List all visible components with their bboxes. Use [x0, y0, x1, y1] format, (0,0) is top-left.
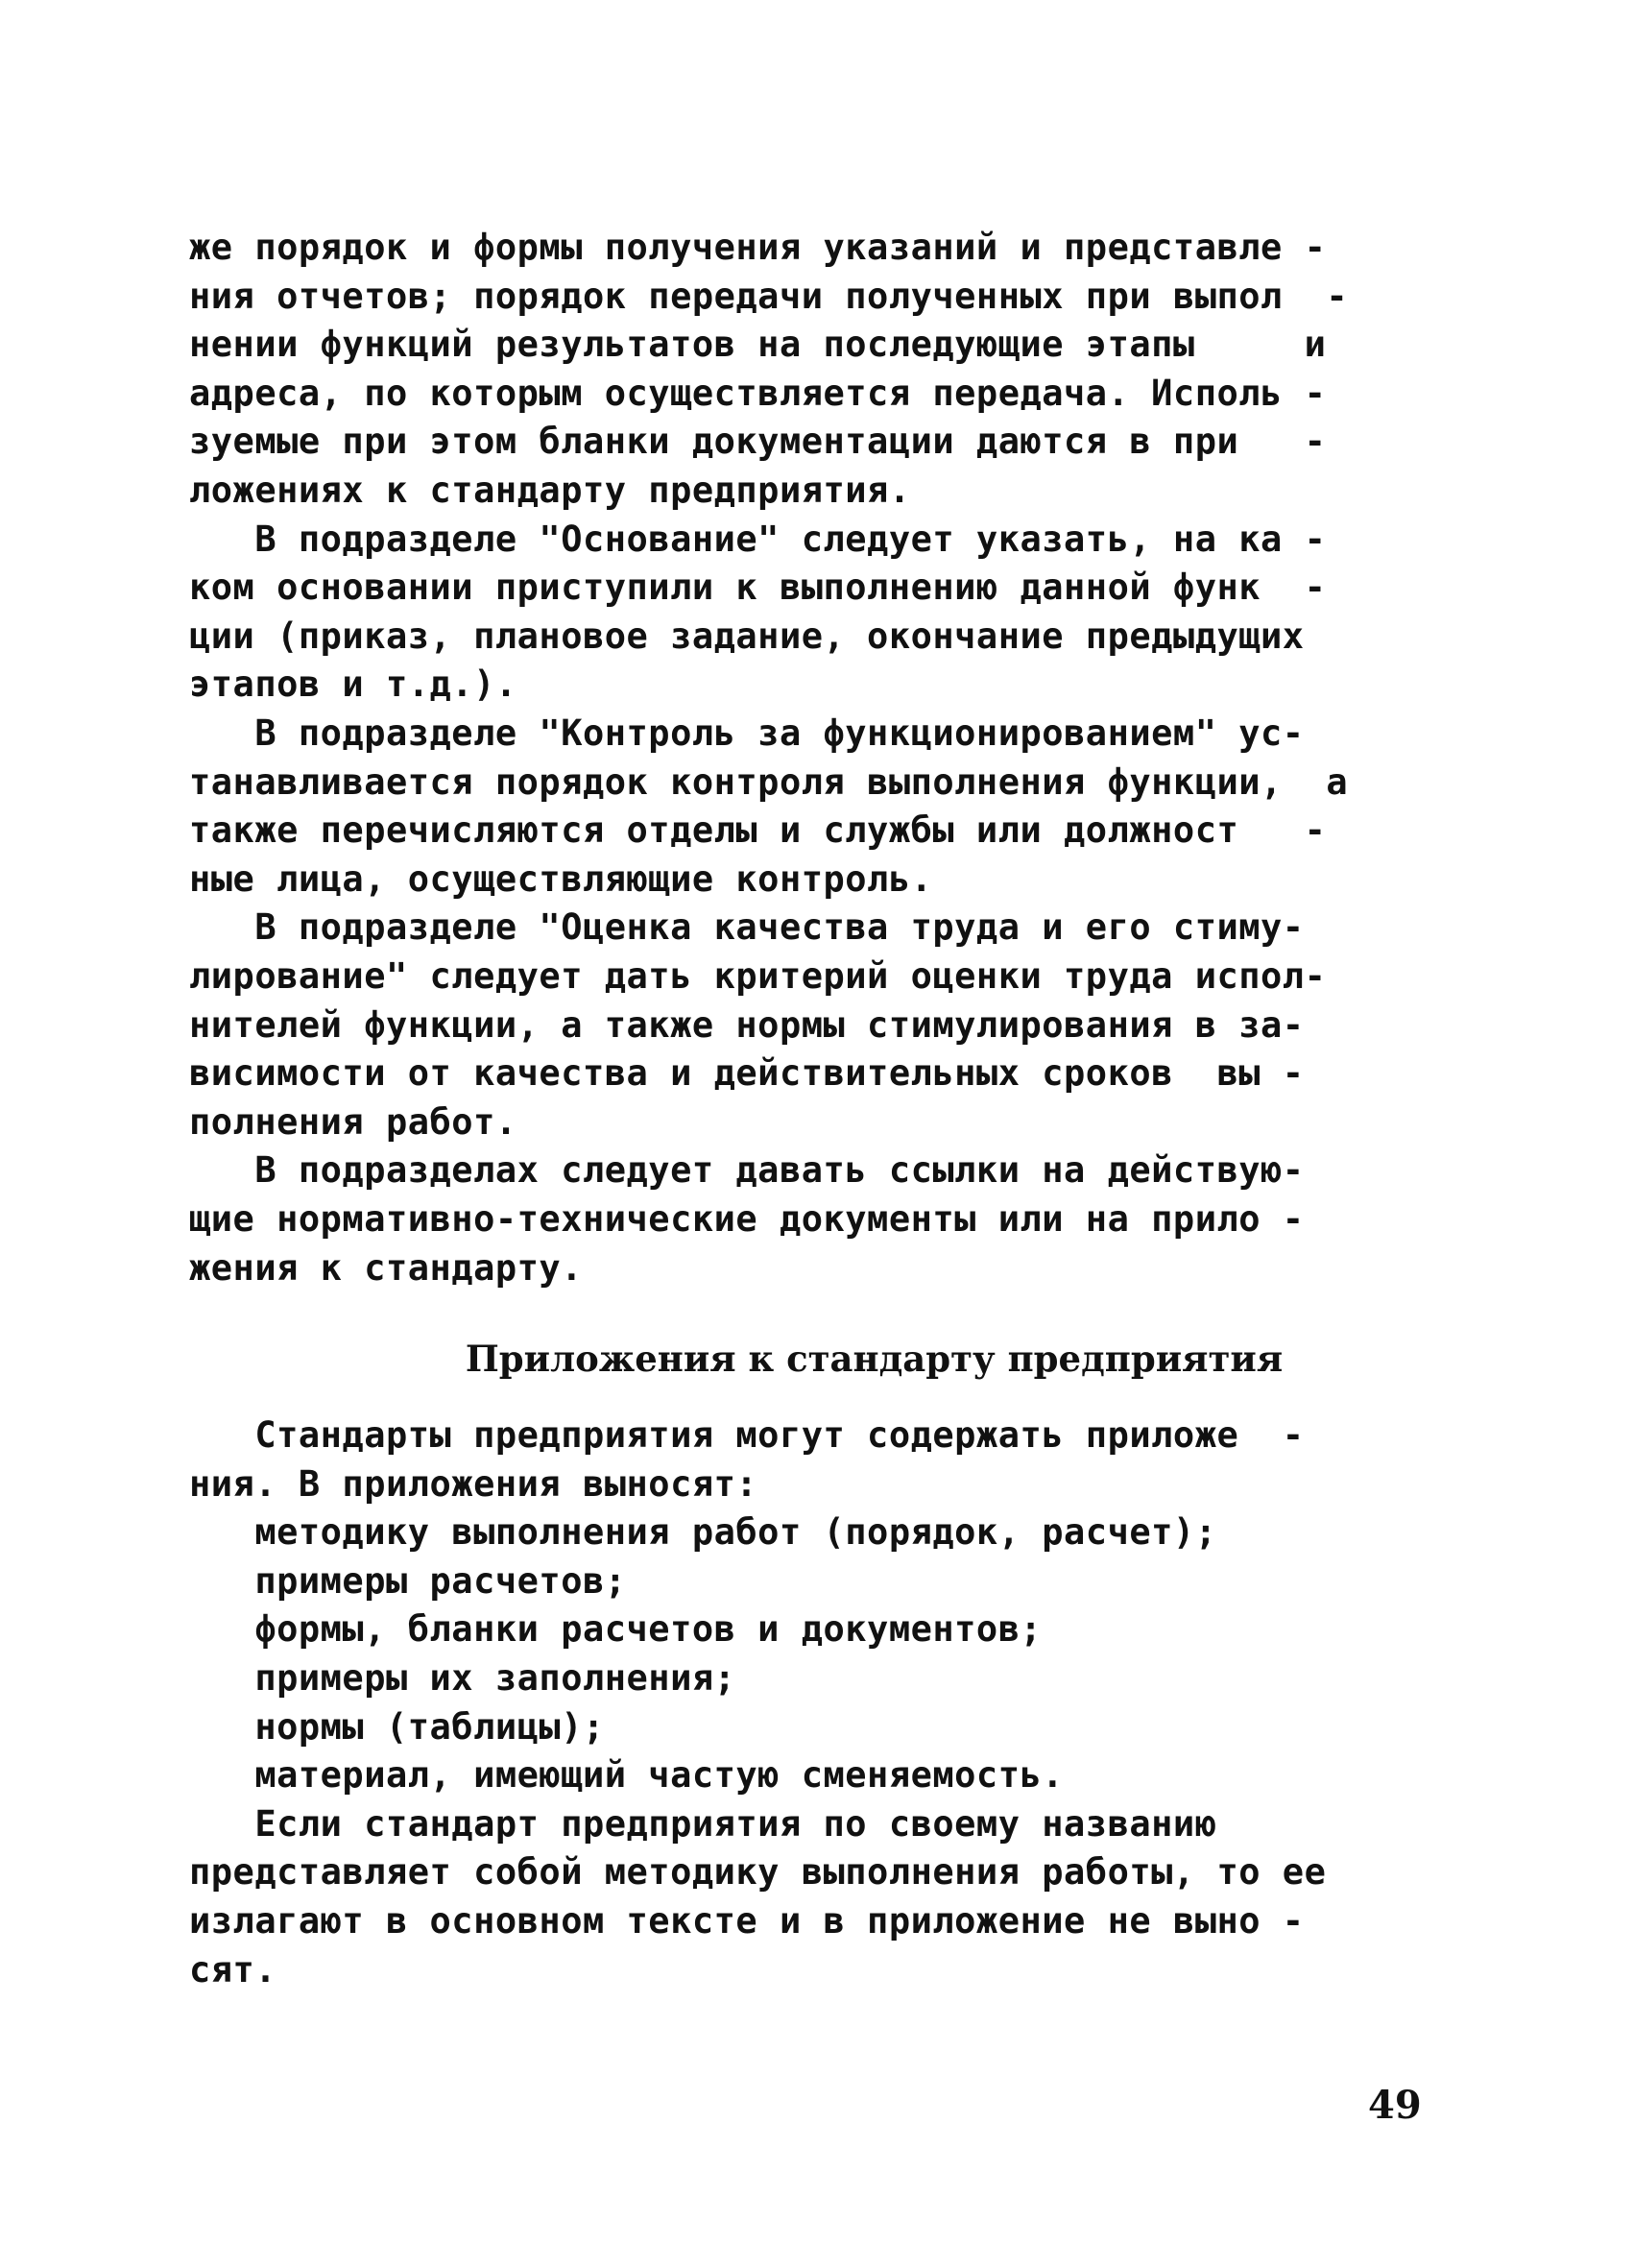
text-line: примеры расчетов; [189, 1559, 627, 1602]
text-line: нормы (таблицы); [189, 1705, 605, 1748]
text-line: ции (приказ, плановое задание, окончание предыдущих [189, 615, 1305, 657]
text-line: ком основании приступили к выполнению данной функ - [189, 567, 1327, 609]
text-line: В подразделе "Оценка качества труда и его стиму- [189, 906, 1305, 949]
text-line: полнения работ. [189, 1100, 517, 1143]
text-line: Если стандарт предприятия по своему названию [189, 1802, 1217, 1845]
text-line: ния отчетов; порядок передачи полученных при выпол - [189, 275, 1349, 317]
text-line: материал, имеющий частую сменяемость. [189, 1754, 1065, 1797]
text-line: ложениях к стандарту предприятия. [189, 470, 911, 511]
section-heading: Приложения к стандарту предприятия [465, 1338, 1284, 1380]
text-line: щие нормативно-технические документы или на прило - [189, 1198, 1305, 1240]
page-number: 49 [1368, 2083, 1422, 2128]
text-line: танавливается порядок контроля выполнения функции, а [189, 760, 1349, 803]
text-line: примеры их заполнения; [189, 1657, 736, 1699]
text-line: адреса, по которым осуществляется передача. Исполь - [189, 372, 1327, 414]
text-line: этапов и т.д.). [189, 664, 517, 706]
text-line: излагают в основном тексте и в приложение не выно - [189, 1900, 1305, 1942]
text-line: жения к стандарту. [189, 1246, 583, 1289]
text-line: же порядок и формы получения указаний и представле - [189, 227, 1327, 268]
text-line: лирование" следует дать критерий оценки труда испол- [189, 955, 1327, 997]
text-line: зуемые при этом бланки документации даются в при - [189, 421, 1327, 463]
text-line: В подразделах следует давать ссылки на действую- [189, 1149, 1305, 1192]
text-line: формы, бланки расчетов и документов; [189, 1608, 1043, 1651]
text-line: висимости от качества и действительных сроков вы - [189, 1052, 1305, 1095]
text-line: методику выполнения работ (порядок, расчет); [189, 1511, 1217, 1554]
text-line: представляет собой методику выполнения работы, то ее [189, 1851, 1327, 1894]
text-line: ные лица, осуществляющие контроль. [189, 857, 933, 900]
text-line: Стандарты предприятия могут содержать приложе - [189, 1414, 1305, 1456]
text-line: также перечисляются отделы и службы или должност - [189, 809, 1327, 852]
text-line: В подразделе "Основание" следует указать, на ка - [189, 518, 1327, 560]
text-line: нителей функции, а также нормы стимулирования в за- [189, 1003, 1305, 1046]
text-line: ния. В приложения выносят: [189, 1462, 758, 1505]
text-line: нении функций результатов на последующие этапы и [189, 324, 1327, 366]
text-line: В подразделе "Контроль за функционированием" ус- [189, 712, 1305, 754]
text-line: сят. [189, 1948, 277, 1991]
